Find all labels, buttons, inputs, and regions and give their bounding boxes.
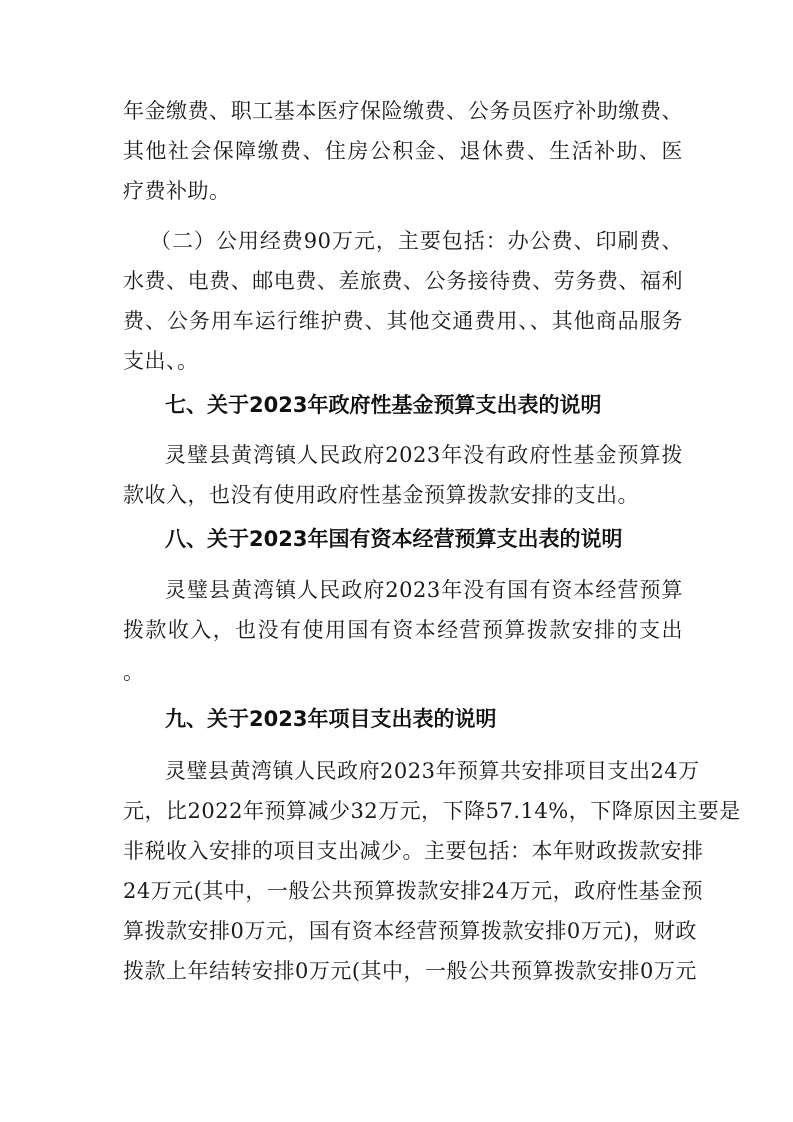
- para1-line-2: 其他社会保障缴费、住房公积金、退休费、生活补助、医: [123, 139, 683, 163]
- section-9-line-4: 24万元(其中，一般公共预算拨款安排24万元，政府性基金预: [123, 879, 704, 903]
- section-9-line-2: 元，比2022年预算减少32万元，下降57.14%，下降原因主要是: [123, 799, 741, 823]
- section-9-line-3: 非税收入安排的项目支出减少。主要包括：本年财政拨款安排: [123, 839, 704, 863]
- section-7-line-2: 款收入，也没有使用政府性基金预算拨款安排的支出。: [123, 483, 639, 507]
- para1-line-3: 疗费补助。: [123, 179, 231, 203]
- para2-line-1: （二）公用经费90万元，主要包括：办公费、印刷费、: [150, 229, 683, 253]
- para2-line-2: 水费、电费、邮电费、差旅费、公务接待费、劳务费、福利: [123, 269, 683, 293]
- section-9-line-1: 灵璧县黄湾镇人民政府2023年预算共安排项目支出24万: [165, 759, 700, 783]
- para1-line-1: 年金缴费、职工基本医疗保险缴费、公务员医疗补助缴费、: [123, 99, 683, 123]
- section-9-heading: 九、关于2023年项目支出表的说明: [165, 707, 497, 731]
- section-7-line-1: 灵璧县黄湾镇人民政府2023年没有政府性基金预算拨: [165, 443, 683, 467]
- para2-line-3: 费、公务用车运行维护费、其他交通费用、、其他商品服务: [123, 309, 683, 333]
- section-8-line-2: 拨款收入，也没有使用国有资本经营预算拨款安排的支出: [123, 618, 683, 642]
- section-8-line-1: 灵璧县黄湾镇人民政府2023年没有国有资本经营预算: [165, 578, 683, 602]
- section-8-line-3: 。: [123, 660, 145, 684]
- section-7-heading: 七、关于2023年政府性基金预算支出表的说明: [165, 393, 602, 417]
- section-8-heading: 八、关于2023年国有资本经营预算支出表的说明: [165, 527, 623, 551]
- section-9-line-5: 算拨款安排0万元，国有资本经营预算拨款安排0万元)，财政: [123, 919, 697, 943]
- section-9-line-6: 拨款上年结转安排0万元(其中，一般公共预算拨款安排0万元: [123, 959, 697, 983]
- para2-line-4: 支出、。: [123, 349, 199, 373]
